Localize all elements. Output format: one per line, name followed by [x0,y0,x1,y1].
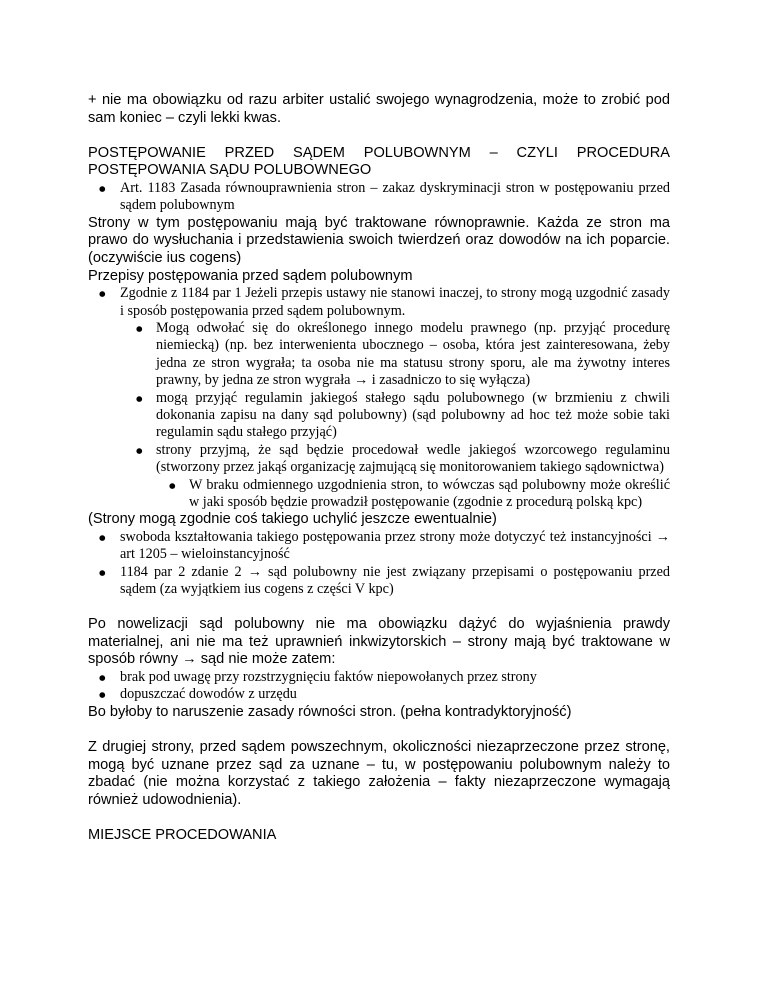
paragraph-may-waive: (Strony mogą zgodnie coś takiego uchylić jeszcze ewentualnie) [88,511,497,528]
list-item-text: ● Zgodnie z 1184 par 1 Jeżeli przepis ustawy nie stanowi inaczej, to strony mogą uzgodnić zasady i sposób postępowania przed sądem polubownym. [120,285,670,319]
blank-line [88,127,670,145]
list-item [120,285,670,511]
sub-bullet-list [120,320,670,511]
list-item: ● Art. 1183 Zasada równouprawnienia stron – zakaz dyskryminacji stron w postępowaniu przed sądem polubownym [120,180,670,215]
bullet-list-prohibitions [88,669,670,704]
paragraph-arbiter-fee: + nie ma obowiązku od razu arbiter ustalić swojego wynagrodzenia, może to zrobić pod sam koniec – czyli lekki kwas. [88,92,670,126]
sub-list-item: ● mogą przyjąć regulamin jakiegoś stałego sądu polubownego (w brzmieniu z chwili dokonania zapisu na dany sąd polubowny) (sąd polubowny ad hoc też może sobie taki regulamin sądu stałego przyjąć) [156,390,670,442]
blank-line [88,809,670,827]
paragraph-equality-violation: Bo byłoby to naruszenie zasady równości stron. (pełna kontradyktoryjność) [88,703,572,720]
paragraph-equal-treatment: Strony w tym postępowaniu mają być traktowane równoprawnie. Każda ze stron ma prawo do wysłuchania i przedstawienia swoich twierdzeń oraz dowodów na ich poparcie. (oczywiście ius cogens) [88,214,670,266]
sub-list-item-text: ● strony przyjmą, że sąd będzie procedował wedle jakiegoś wzorcowego regulaminu (stworzony przez jakąś organizację zajmującą się monitorowaniem takiego sądownictwa) [156,441,670,476]
sub-list-item [156,442,670,512]
section-heading-venue: MIEJSCE PROCEDOWANIA [88,827,277,843]
list-item: ● brak pod uwagę przy rozstrzygnięciu faktów niepowołanych przez strony [120,669,670,686]
bullet-list-equality [88,180,670,215]
blank-line [88,721,670,739]
list-item: ● dopuszczać dowodów z urzędu [120,686,670,703]
bullet-list-1184 [88,285,670,511]
paragraph-undisputed-facts: Z drugiej strony, przed sądem powszechnym, okoliczności niezaprzeczone przez stronę, mogą być uznane przez sąd za uznane – tu, w postępowaniu polubownym należy to zbadać (nie można korzystać z takiego założenia – fakty niezaprzeczone wymagają również udowodnienia). [88,739,670,808]
sub-sub-list-item: ● W braku odmiennego uzgodnienia stron, to wówczas sąd polubowny może określić w jaki sposób będzie prowadził postępowanie (zgodnie z procedurą polską kpc) [189,477,670,512]
sub-list-item: ● Mogą odwołać się do określonego innego modelu prawnego (np. przyjąć procedurę niemiecką) (np. bez interwenienta ubocznego – osoba, która jest zainteresowana, żeby jedna ze stron wygrała; ta osoba nie ma statusu strony sporu, ale ma żywotny interes prawny, by jedna ze stron wygrała → i zasadniczo to się wyłącza) [156,320,670,390]
list-item: ● 1184 par 2 zdanie 2 → sąd polubowny nie jest związany przepisami o postępowaniu przed sądem (za wyjątkiem ius cogens z części V kpc) [120,564,670,599]
blank-line [88,599,670,617]
section-heading-procedure: POSTĘPOWANIE PRZED SĄDEM POLUBOWNYM – CZYLI PROCEDURA POSTĘPOWANIA SĄDU POLUBOWNEGO [88,144,670,179]
paragraph-amendment: Po nowelizacji sąd polubowny nie ma obowiązku dążyć do wyjaśnienia prawdy materialnej, ani nie ma też uprawnień inkwizytorskich – strony mają być traktowane w sposób równy → sąd nie może zatem: [88,616,670,668]
document-page [88,92,670,845]
list-item: ● swoboda kształtowania takiego postępowania przez strony może dotyczyć też instancyjności → art 1205 – wieloinstancyjność [120,529,670,564]
sub-sub-bullet-list [156,477,670,512]
paragraph-procedure-rules: Przepisy postępowania przed sądem polubownym [88,267,413,284]
bullet-list-freedom [88,529,670,599]
